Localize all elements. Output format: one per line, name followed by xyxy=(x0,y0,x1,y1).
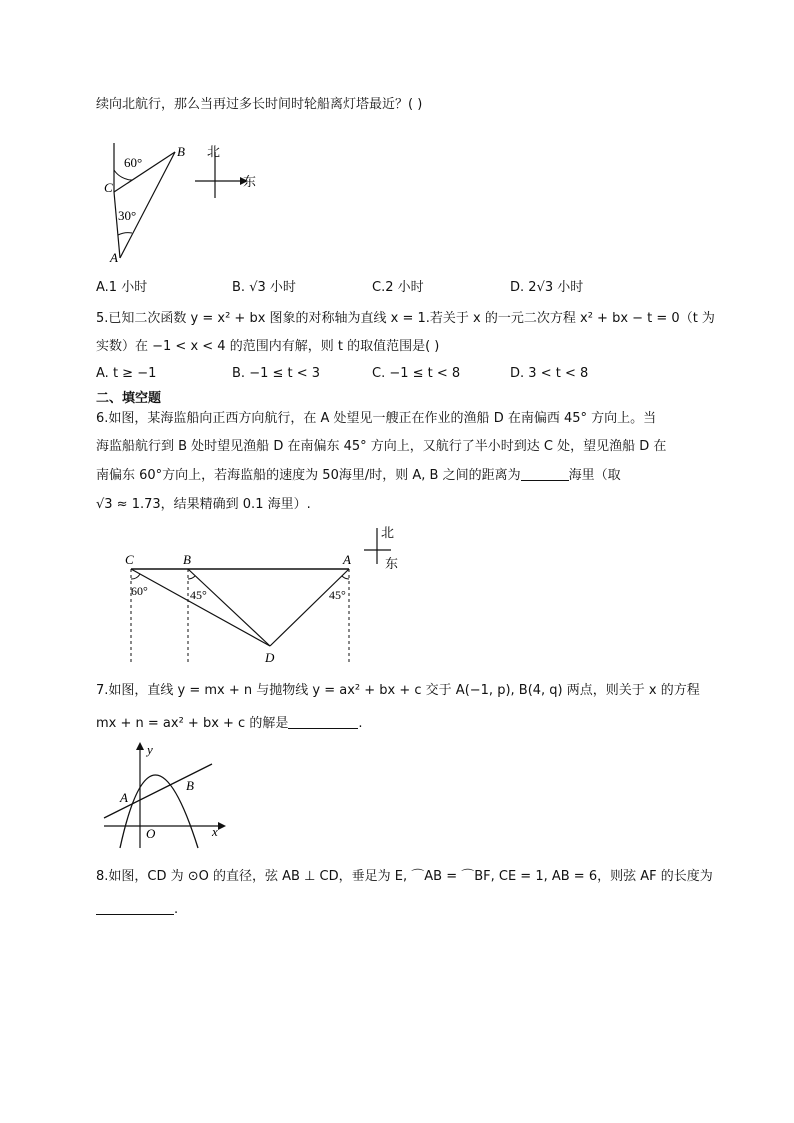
q7-figure xyxy=(100,740,230,850)
q5-option-b: B. −1 ≤ t < 3 xyxy=(232,366,321,381)
q6-east-label: 东 xyxy=(385,556,399,571)
q7-line-2: mx + n = ax² + bx + c 的解是 . xyxy=(96,716,363,731)
q4-angle-60: 60° xyxy=(124,155,143,170)
q6-label-b: B xyxy=(183,552,191,567)
q4-angle-30: 30° xyxy=(118,208,137,223)
q6-figure xyxy=(115,520,415,670)
q4-label-a: A xyxy=(110,250,118,265)
q6-label-d: D xyxy=(265,650,275,665)
q6-angle-c: 60° xyxy=(131,584,148,598)
q7-label-x: x xyxy=(212,824,218,839)
q8-answer-blank[interactable] xyxy=(96,900,174,915)
q4-figure xyxy=(100,140,270,265)
q6-angle-b: 45° xyxy=(190,588,207,602)
q4-north-label: 北 xyxy=(207,144,221,159)
q5-option-c: C. −1 ≤ t < 8 xyxy=(372,366,461,381)
q4-label-b: B xyxy=(177,144,185,159)
q8-line-2: . xyxy=(96,900,178,919)
q6-answer-blank[interactable] xyxy=(521,466,569,481)
q4-option-a: A.1 小时 xyxy=(96,280,148,295)
q6-line-1: 6.如图，某海监船向正西方向航行，在 A 处望见一艘正在作业的渔船 D 在南偏西 45° 方向上。当 xyxy=(96,411,657,426)
q7-label-b: B xyxy=(186,778,194,793)
q6-line-2: 海监船航行到 B 处时望见渔船 D 在南偏东 45° 方向上，又航行了半小时到达 C 处，望见渔船 D 在 xyxy=(96,439,667,454)
q8-line-1: 8.如图，CD 为 ⊙O 的直径，弦 AB ⊥ CD，垂足为 E, ⌒AB = ⌒BF, CE = 1, AB = 6，则弦 AF 的长度为 xyxy=(96,869,713,884)
q4-east-label: 东 xyxy=(243,174,257,189)
q5-line-1: 5.已知二次函数 y = x² + bx 图象的对称轴为直线 x = 1.若关于 x 的一元二次方程 x² + bx − t = 0（t 为 xyxy=(96,311,715,326)
q7-answer-blank[interactable] xyxy=(288,714,358,729)
q7-line-1: 7.如图，直线 y = mx + n 与抛物线 y = ax² + bx + c 交于 A(−1, p), B(4, q) 两点，则关于 x 的方程 xyxy=(96,683,700,698)
q4-label-c: C xyxy=(104,180,113,195)
q6-angle-a: 45° xyxy=(329,588,346,602)
section-heading: 二、填空题 xyxy=(96,391,162,406)
q7-label-y: y xyxy=(147,742,153,757)
q6-north-label: 北 xyxy=(381,525,395,540)
q4-option-b: B. √3 小时 xyxy=(232,280,296,295)
q5-option-a: A. t ≥ −1 xyxy=(96,366,157,381)
q7-label-a: A xyxy=(120,790,128,805)
q7-label-o: O xyxy=(146,826,156,841)
q5-line-2: 实数）在 −1 < x < 4 的范围内有解，则 t 的取值范围是( ) xyxy=(96,339,440,354)
q4-option-d: D. 2√3 小时 xyxy=(510,280,584,295)
q5-option-d: D. 3 < t < 8 xyxy=(510,366,589,381)
q4-stem: 续向北航行，那么当再过多长时间时轮船离灯塔最近？( ) xyxy=(96,97,423,112)
q4-option-c: C.2 小时 xyxy=(372,280,424,295)
q6-label-c: C xyxy=(125,552,134,567)
q6-line-3: 南偏东 60°方向上，若海监船的速度为 50海里/时，则 A, B 之间的距离为 海里（取 xyxy=(96,468,621,483)
q6-line-4: √3 ≈ 1.73，结果精确到 0.1 海里）. xyxy=(96,497,311,512)
q6-label-a: A xyxy=(343,552,351,567)
